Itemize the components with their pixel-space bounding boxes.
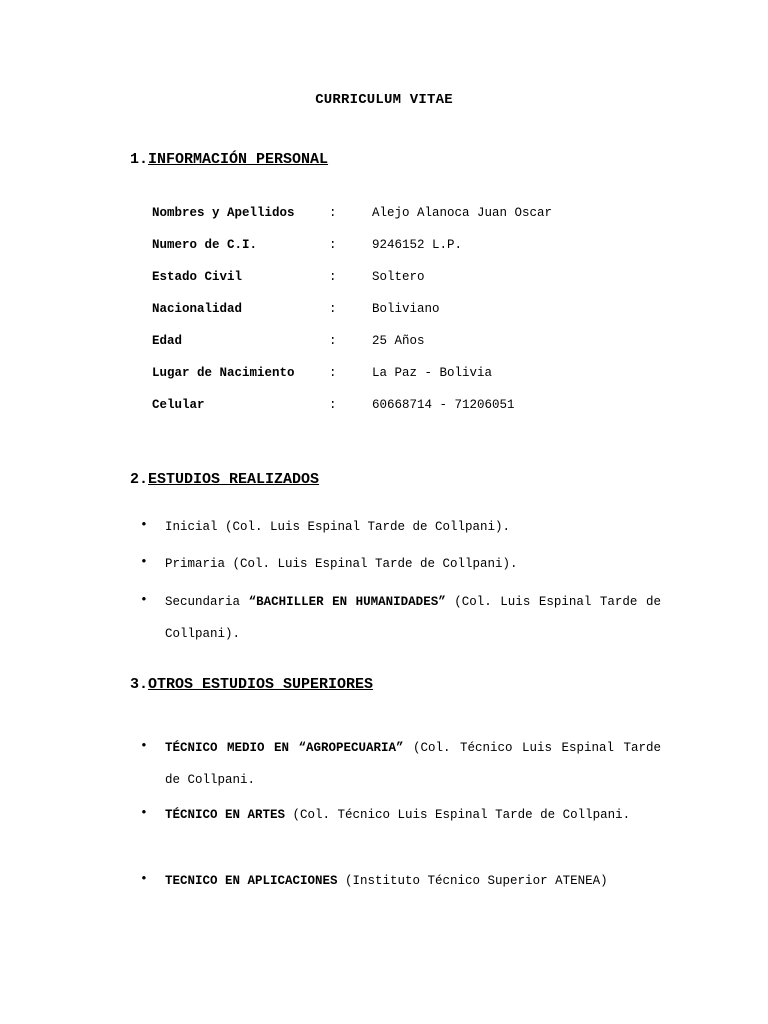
- page-title: CURRICULUM VITAE: [315, 92, 453, 108]
- info-value: 9246152 L.P.: [372, 238, 463, 252]
- bullet-icon: •: [140, 871, 148, 886]
- section-heading-other-studies: [130, 676, 373, 693]
- info-colon: :: [329, 366, 337, 380]
- info-label: Estado Civil: [152, 270, 243, 284]
- info-label: Nacionalidad: [152, 302, 243, 316]
- section-number: 3.: [130, 676, 149, 693]
- list-item-text: Primaria (Col. Luis Espinal Tarde de Collpani).: [165, 557, 518, 571]
- info-value: La Paz - Bolivia: [372, 366, 493, 380]
- section-number: 2.: [130, 471, 149, 488]
- info-value: 25 Años: [372, 334, 425, 348]
- list-item-text: TÉCNICO EN ARTES (Col. Técnico Luis Espinal Tarde de Collpani.: [165, 808, 631, 822]
- info-label: Lugar de Nacimiento: [152, 366, 295, 380]
- list-item-text: Inicial (Col. Luis Espinal Tarde de Collpani).: [165, 520, 511, 534]
- info-colon: :: [329, 270, 337, 284]
- info-colon: :: [329, 206, 337, 220]
- list-item-text: Secundaria “BACHILLER EN HUMANIDADES” (Col. Luis Espinal Tarde de Collpani).: [165, 595, 661, 641]
- info-label: Celular: [152, 398, 205, 412]
- info-value: Boliviano: [372, 302, 440, 316]
- info-colon: :: [329, 334, 337, 348]
- info-label: Numero de C.I.: [152, 238, 258, 252]
- section-heading-studies: [130, 471, 319, 488]
- section-heading-personal: [130, 151, 328, 168]
- bullet-icon: •: [140, 738, 148, 753]
- info-colon: :: [329, 238, 337, 252]
- section-title: OTROS ESTUDIOS SUPERIORES: [148, 676, 374, 693]
- info-label: Edad: [152, 334, 183, 348]
- info-value: 60668714 - 71206051: [372, 398, 515, 412]
- list-item-text: TÉCNICO MEDIO EN “AGROPECUARIA” (Col. Técnico Luis Espinal Tarde de Collpani.: [165, 741, 661, 787]
- info-label: Nombres y Apellidos: [152, 206, 295, 220]
- bullet-icon: •: [140, 805, 148, 820]
- section-title: ESTUDIOS REALIZADOS: [148, 471, 320, 488]
- section-title: INFORMACIÓN PERSONAL: [148, 151, 329, 168]
- info-value: Alejo Alanoca Juan Oscar: [372, 206, 553, 220]
- info-value: Soltero: [372, 270, 425, 284]
- bullet-icon: •: [140, 592, 148, 607]
- info-colon: :: [329, 302, 337, 316]
- list-item-text: TECNICO EN APLICACIONES (Instituto Técnico Superior ATENEA): [165, 874, 608, 888]
- info-colon: :: [329, 398, 337, 412]
- bullet-icon: •: [140, 554, 148, 569]
- section-number: 1.: [130, 151, 149, 168]
- bullet-icon: •: [140, 517, 148, 532]
